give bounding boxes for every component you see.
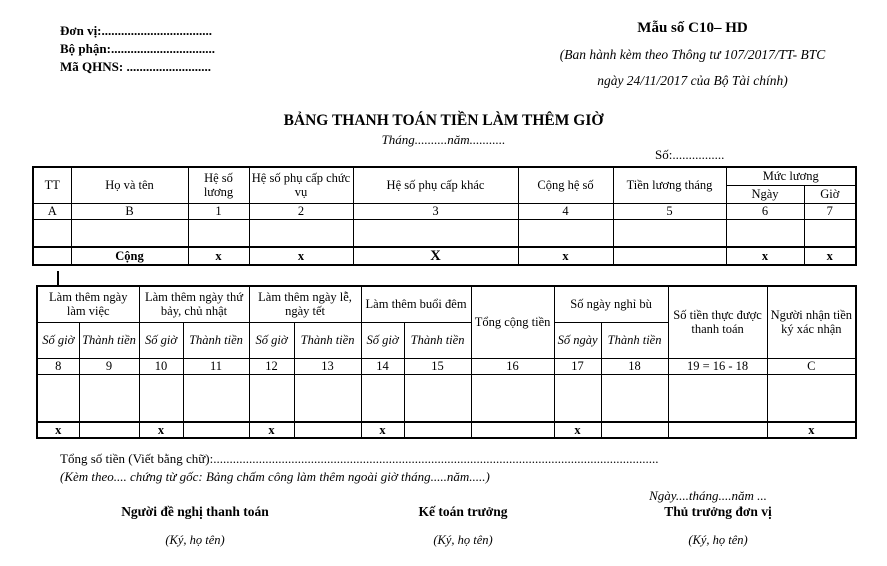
header-cell: Tiền lương tháng: [613, 167, 726, 203]
subheader-cell: Số giờ: [37, 322, 79, 358]
department-line: Bộ phận:................................: [60, 41, 215, 56]
signature-block-payment-requester: [55, 504, 335, 548]
x-cell: x: [249, 422, 294, 438]
subheader-cell: Thành tiền: [294, 322, 361, 358]
blank-cell: [33, 247, 71, 265]
blank-data-row: [37, 374, 856, 422]
signature-block-chief-accountant: [323, 504, 603, 548]
subheader-cell: Thành tiền: [601, 322, 668, 358]
code-cell: 7: [804, 203, 856, 219]
blank-cell: [353, 219, 518, 247]
group-header-cell: Làm thêm ngày lễ, ngày tết: [249, 286, 361, 322]
header-cell: Hệ số phụ cấp khác: [353, 167, 518, 203]
blank-cell: [139, 374, 183, 422]
blank-cell: [554, 374, 601, 422]
column-code-row: [37, 358, 856, 374]
blank-cell: [79, 374, 139, 422]
x-cell: x: [188, 247, 249, 265]
x-cell: X: [353, 247, 518, 265]
signer-title: Thủ trưởng đơn vị: [664, 504, 772, 519]
signer-note: (Ký, họ tên): [433, 533, 493, 547]
blank-cell: [726, 219, 804, 247]
code-cell: 10: [139, 358, 183, 374]
blank-cell: [188, 219, 249, 247]
blank-cell: [471, 374, 554, 422]
blank-cell: [471, 422, 554, 438]
code-cell: 15: [404, 358, 471, 374]
document-number: Số:................: [655, 147, 725, 162]
blank-cell: [249, 219, 353, 247]
subheader-cell: Số giờ: [361, 322, 404, 358]
header-cell-nguoi-nhan: Người nhận tiền ký xác nhận: [767, 286, 856, 358]
code-cell: 11: [183, 358, 249, 374]
header-cell: Cộng hệ số: [518, 167, 613, 203]
code-cell: 12: [249, 358, 294, 374]
form-code-block: [505, 20, 880, 89]
code-cell: 16: [471, 358, 554, 374]
subheader-cell: Thành tiền: [183, 322, 249, 358]
signer-title: Người đề nghị thanh toán: [121, 504, 269, 519]
header-cell-nghi-bu: Số ngày nghỉ bù: [554, 286, 668, 322]
blank-data-row: [33, 219, 856, 247]
blank-cell: [33, 219, 71, 247]
signer-note: (Ký, họ tên): [688, 533, 748, 547]
code-cell: 19 = 16 - 18: [668, 358, 767, 374]
x-cell: x: [249, 247, 353, 265]
code-cell: 1: [188, 203, 249, 219]
x-cell: x: [767, 422, 856, 438]
code-cell: B: [71, 203, 188, 219]
blank-cell: [249, 374, 294, 422]
code-cell: 18: [601, 358, 668, 374]
total-row: [33, 247, 856, 265]
column-code-row: [33, 203, 856, 219]
header-cell: Họ và tên: [71, 167, 188, 203]
code-cell: 5: [613, 203, 726, 219]
total-amount-in-words-line: Tổng số tiền (Viết bằng chữ):.........................................................................................................................................: [60, 451, 659, 466]
subheader-cell: Thành tiền: [79, 322, 139, 358]
blank-cell: [613, 247, 726, 265]
header-cell: Giờ: [804, 185, 856, 203]
signer-title: Kế toán trưởng: [418, 504, 508, 519]
unit-info-block: [60, 22, 215, 76]
header-cell-thuc-thanh-toan: Số tiền thực được thanh toán: [668, 286, 767, 358]
code-cell: 6: [726, 203, 804, 219]
header-cell-muc-luong: Mức lương: [726, 167, 856, 185]
blank-cell: [601, 374, 668, 422]
blank-cell: [183, 422, 249, 438]
code-cell: 13: [294, 358, 361, 374]
issued-line-2: ngày 24/11/2017 của Bộ Tài chính): [597, 73, 788, 88]
table-header-row: [33, 167, 856, 185]
x-cell: x: [518, 247, 613, 265]
signature-block-unit-head: [578, 504, 858, 548]
blank-cell: [71, 219, 188, 247]
group-header-cell: Làm thêm ngày làm việc: [37, 286, 139, 322]
blank-cell: [294, 374, 361, 422]
header-cell: TT: [33, 167, 71, 203]
header-cell: Hệ số phụ cấp chức vụ: [249, 167, 353, 203]
x-cell: x: [726, 247, 804, 265]
header-cell: Ngày: [726, 185, 804, 203]
issued-line-1: (Ban hành kèm theo Thông tư 107/2017/TT- BTC: [559, 47, 826, 62]
x-cell: x: [139, 422, 183, 438]
blank-cell: [613, 219, 726, 247]
blank-cell: [601, 422, 668, 438]
x-cell: x: [37, 422, 79, 438]
code-cell: A: [33, 203, 71, 219]
blank-cell: [404, 374, 471, 422]
code-cell: 3: [353, 203, 518, 219]
page-subtitle: Tháng..........năm...........: [381, 132, 506, 147]
code-cell: 8: [37, 358, 79, 374]
blank-cell: [183, 374, 249, 422]
x-cell: x: [804, 247, 856, 265]
group-header-cell: Làm thêm ngày thứ bảy, chủ nhật: [139, 286, 249, 322]
date-line: Ngày....tháng....năm ...: [649, 488, 767, 503]
x-cell: x: [554, 422, 601, 438]
page-title: BẢNG THANH TOÁN TIỀN LÀM THÊM GIỜ: [283, 112, 604, 129]
code-cell: 14: [361, 358, 404, 374]
table-connector-line: [57, 271, 59, 285]
code-cell: 17: [554, 358, 601, 374]
blank-cell: [767, 374, 856, 422]
blank-cell: [668, 422, 767, 438]
blank-cell: [668, 374, 767, 422]
code-cell: C: [767, 358, 856, 374]
salary-coefficient-table: [32, 166, 857, 266]
blank-cell: [518, 219, 613, 247]
code-cell: 9: [79, 358, 139, 374]
subheader-cell: Số ngày: [554, 322, 601, 358]
subheader-cell: Số giờ: [249, 322, 294, 358]
unit-line: Đơn vị:..................................: [60, 23, 213, 38]
blank-cell: [37, 374, 79, 422]
header-cell-tong-cong: Tổng cộng tiền: [471, 286, 554, 358]
group-header-row: [37, 286, 856, 322]
attachment-note-line: (Kèm theo.... chứng từ gốc: Bảng chấm công làm thêm ngoài giờ tháng.....năm.....): [60, 469, 490, 484]
subheader-cell: Số giờ: [139, 322, 183, 358]
x-cell: x: [361, 422, 404, 438]
signer-note: (Ký, họ tên): [165, 533, 225, 547]
overtime-detail-table: [36, 285, 857, 439]
code-cell: 2: [249, 203, 353, 219]
header-cell: Hệ số lương: [188, 167, 249, 203]
group-header-cell: Làm thêm buổi đêm: [361, 286, 471, 322]
code-cell: 4: [518, 203, 613, 219]
blank-cell: [804, 219, 856, 247]
blank-cell: [294, 422, 361, 438]
total-label: Cộng: [71, 247, 188, 265]
blank-cell: [361, 374, 404, 422]
blank-cell: [79, 422, 139, 438]
qhns-code-line: Mã QHNS: ..........................: [60, 59, 211, 74]
x-marker-row: [37, 422, 856, 438]
form-code: Mẫu số C10– HD: [637, 20, 748, 36]
subheader-cell: Thành tiền: [404, 322, 471, 358]
blank-cell: [404, 422, 471, 438]
